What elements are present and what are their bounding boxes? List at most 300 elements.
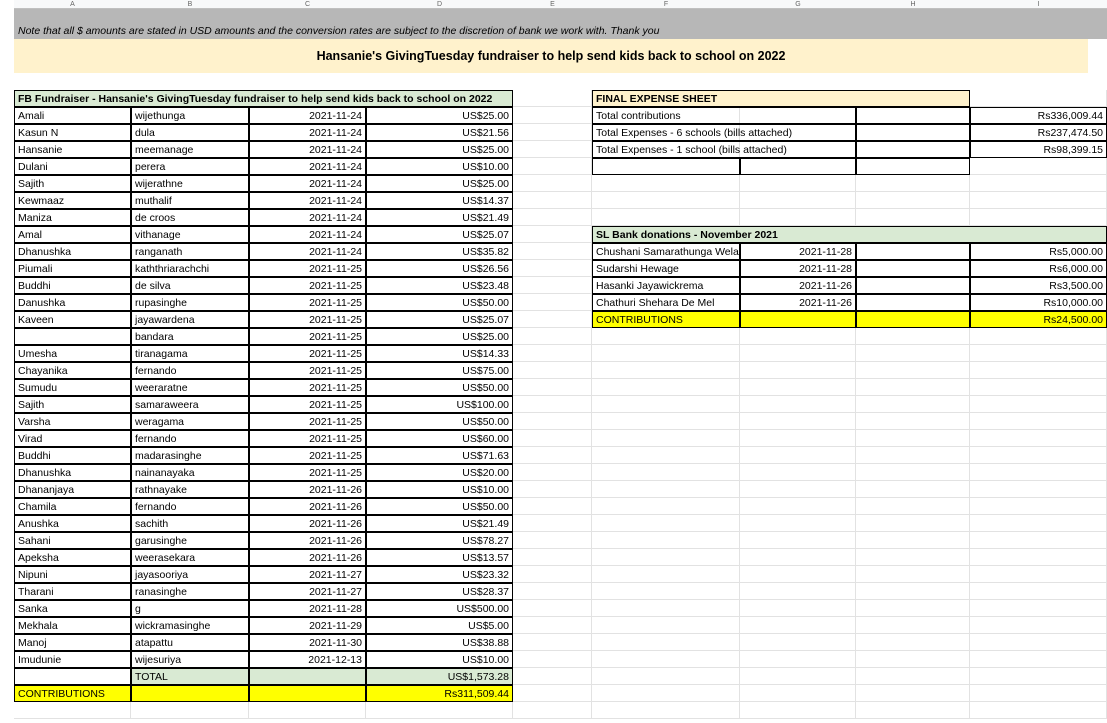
fb-first-name[interactable]: Buddhi xyxy=(14,447,131,464)
empty-cell[interactable] xyxy=(592,600,740,617)
row-header[interactable] xyxy=(0,532,14,549)
row-header[interactable] xyxy=(0,328,14,345)
fb-first-name[interactable]: Chamila xyxy=(14,498,131,515)
fb-date[interactable]: 2021-11-25 xyxy=(249,447,366,464)
sl-amount[interactable]: Rs6,000.00 xyxy=(970,260,1107,277)
empty-cell[interactable] xyxy=(970,634,1107,651)
sl-contrib-blank[interactable] xyxy=(740,311,856,328)
fb-first-name[interactable]: Buddhi xyxy=(14,277,131,294)
fb-date[interactable]: 2021-11-25 xyxy=(249,277,366,294)
sl-donor[interactable]: Chathuri Shehara De Mel xyxy=(592,294,740,311)
row-header[interactable] xyxy=(0,413,14,430)
fb-last-name[interactable]: bandara xyxy=(131,328,249,345)
empty-cell[interactable] xyxy=(740,515,856,532)
fb-first-name[interactable] xyxy=(14,328,131,345)
fb-date[interactable]: 2021-11-25 xyxy=(249,464,366,481)
sl-donor[interactable]: Chushani Samarathunga Wela xyxy=(592,243,740,260)
empty-cell[interactable] xyxy=(592,413,740,430)
fb-amount[interactable]: US$500.00 xyxy=(366,600,513,617)
empty-cell[interactable] xyxy=(740,192,856,209)
empty-cell[interactable] xyxy=(592,668,740,685)
empty-cell[interactable] xyxy=(856,464,970,481)
row-header[interactable] xyxy=(0,379,14,396)
fb-total-blank[interactable] xyxy=(249,668,366,685)
fb-last-name[interactable]: fernando xyxy=(131,498,249,515)
fb-date[interactable]: 2021-11-24 xyxy=(249,124,366,141)
fb-amount[interactable]: US$20.00 xyxy=(366,464,513,481)
sl-amount[interactable]: Rs3,500.00 xyxy=(970,277,1107,294)
empty-cell[interactable] xyxy=(740,651,856,668)
empty-cell[interactable] xyxy=(740,209,856,226)
row-header[interactable] xyxy=(0,277,14,294)
fb-date[interactable]: 2021-11-26 xyxy=(249,515,366,532)
row-header[interactable] xyxy=(0,600,14,617)
expense-label[interactable]: Total contributions xyxy=(592,107,856,124)
column-header-h[interactable]: H xyxy=(856,0,970,9)
fb-date[interactable]: 2021-11-29 xyxy=(249,617,366,634)
empty-cell[interactable] xyxy=(856,668,970,685)
fb-first-name[interactable]: Maniza xyxy=(14,209,131,226)
empty-cell[interactable] xyxy=(970,464,1107,481)
empty-cell[interactable] xyxy=(856,209,970,226)
sl-donor[interactable]: Sudarshi Hewage xyxy=(592,260,740,277)
fb-first-name[interactable]: Amal xyxy=(14,226,131,243)
row-header[interactable] xyxy=(0,192,14,209)
empty-cell[interactable] xyxy=(856,634,970,651)
fb-date[interactable]: 2021-11-25 xyxy=(249,413,366,430)
empty-cell[interactable] xyxy=(513,413,592,430)
fb-first-name[interactable]: Amali xyxy=(14,107,131,124)
empty-cell[interactable] xyxy=(740,617,856,634)
sl-blank[interactable] xyxy=(856,260,970,277)
empty-cell[interactable] xyxy=(513,532,592,549)
empty-cell[interactable] xyxy=(592,328,740,345)
empty-cell[interactable] xyxy=(740,481,856,498)
empty-cell[interactable] xyxy=(970,345,1107,362)
fb-amount[interactable]: US$21.56 xyxy=(366,124,513,141)
empty-cell[interactable] xyxy=(366,702,513,719)
empty-cell[interactable] xyxy=(513,549,592,566)
fb-last-name[interactable]: atapattu xyxy=(131,634,249,651)
fb-last-name[interactable]: jayawardena xyxy=(131,311,249,328)
empty-cell[interactable] xyxy=(513,124,592,141)
fb-amount[interactable]: US$25.00 xyxy=(366,175,513,192)
empty-cell[interactable] xyxy=(740,702,856,719)
fb-last-name[interactable]: jayasooriya xyxy=(131,566,249,583)
expense-label[interactable]: Total Expenses - 1 school (bills attached) xyxy=(592,141,856,158)
fb-date[interactable]: 2021-11-25 xyxy=(249,345,366,362)
fb-amount[interactable]: US$50.00 xyxy=(366,294,513,311)
fb-first-name[interactable]: Sahani xyxy=(14,532,131,549)
fb-last-name[interactable]: weragama xyxy=(131,413,249,430)
empty-cell[interactable] xyxy=(513,90,592,107)
row-header[interactable] xyxy=(0,107,14,124)
empty-cell[interactable] xyxy=(970,158,1107,175)
fb-date[interactable]: 2021-11-24 xyxy=(249,226,366,243)
title-banner[interactable]: Hansanie's GivingTuesday fundraiser to help send kids back to school on 2022 xyxy=(14,39,1088,73)
column-header-d[interactable]: D xyxy=(366,0,513,9)
row-header[interactable] xyxy=(0,617,14,634)
empty-cell[interactable] xyxy=(740,566,856,583)
empty-cell[interactable] xyxy=(740,634,856,651)
row-header[interactable] xyxy=(0,464,14,481)
empty-cell[interactable] xyxy=(856,362,970,379)
fb-date[interactable]: 2021-11-26 xyxy=(249,549,366,566)
row-header[interactable] xyxy=(0,175,14,192)
sl-amount[interactable]: Rs5,000.00 xyxy=(970,243,1107,260)
fb-last-name[interactable]: rathnayake xyxy=(131,481,249,498)
fb-amount[interactable]: US$13.57 xyxy=(366,549,513,566)
empty-cell[interactable] xyxy=(592,175,740,192)
fb-amount[interactable]: US$38.88 xyxy=(366,634,513,651)
empty-cell[interactable] xyxy=(513,617,592,634)
empty-cell[interactable] xyxy=(592,583,740,600)
fb-amount[interactable]: US$26.56 xyxy=(366,260,513,277)
empty-cell[interactable] xyxy=(970,209,1107,226)
expense-value[interactable]: Rs237,474.50 xyxy=(970,124,1107,141)
empty-cell[interactable] xyxy=(970,549,1107,566)
fb-last-name[interactable]: wickramasinghe xyxy=(131,617,249,634)
empty-cell[interactable] xyxy=(970,617,1107,634)
empty-cell[interactable] xyxy=(970,379,1107,396)
empty-cell[interactable] xyxy=(740,362,856,379)
row-header[interactable] xyxy=(0,226,14,243)
sl-date[interactable]: 2021-11-28 xyxy=(740,243,856,260)
fb-first-name[interactable]: Dhanushka xyxy=(14,243,131,260)
empty-cell[interactable] xyxy=(14,702,131,719)
expense-blank[interactable] xyxy=(856,107,970,124)
empty-cell[interactable] xyxy=(592,209,740,226)
empty-cell[interactable] xyxy=(592,566,740,583)
column-header-b[interactable]: B xyxy=(131,0,249,9)
fb-date[interactable]: 2021-11-26 xyxy=(249,481,366,498)
column-header-a[interactable]: A xyxy=(14,0,131,9)
row-header[interactable] xyxy=(0,702,14,719)
fb-contrib-label[interactable]: CONTRIBUTIONS xyxy=(14,685,131,702)
row-header[interactable] xyxy=(0,124,14,141)
fb-contrib-blank[interactable] xyxy=(249,685,366,702)
fb-amount[interactable]: US$14.37 xyxy=(366,192,513,209)
fb-amount[interactable]: US$10.00 xyxy=(366,481,513,498)
fb-first-name[interactable]: Sajith xyxy=(14,175,131,192)
fb-date[interactable]: 2021-12-13 xyxy=(249,651,366,668)
fb-last-name[interactable]: madarasinghe xyxy=(131,447,249,464)
empty-cell[interactable] xyxy=(592,447,740,464)
fb-date[interactable]: 2021-11-25 xyxy=(249,294,366,311)
fb-date[interactable]: 2021-11-27 xyxy=(249,566,366,583)
empty-cell[interactable] xyxy=(592,549,740,566)
fb-first-name[interactable]: Piumali xyxy=(14,260,131,277)
empty-cell[interactable] xyxy=(856,328,970,345)
empty-cell[interactable] xyxy=(513,379,592,396)
empty-cell[interactable] xyxy=(513,192,592,209)
empty-cell[interactable] xyxy=(740,668,856,685)
fb-last-name[interactable]: fernando xyxy=(131,430,249,447)
fb-first-name[interactable]: Kewmaaz xyxy=(14,192,131,209)
sl-contrib-label[interactable]: CONTRIBUTIONS xyxy=(592,311,740,328)
empty-cell[interactable] xyxy=(513,277,592,294)
fb-amount[interactable]: US$78.27 xyxy=(366,532,513,549)
fb-amount[interactable]: US$25.07 xyxy=(366,311,513,328)
column-header-e[interactable]: E xyxy=(513,0,592,9)
fb-first-name[interactable]: Varsha xyxy=(14,413,131,430)
fb-last-name[interactable]: ranasinghe xyxy=(131,583,249,600)
empty-cell[interactable] xyxy=(592,345,740,362)
empty-cell[interactable] xyxy=(513,175,592,192)
fb-amount[interactable]: US$10.00 xyxy=(366,651,513,668)
sl-contrib-blank[interactable] xyxy=(856,311,970,328)
fb-last-name[interactable]: fernando xyxy=(131,362,249,379)
row-header[interactable] xyxy=(0,515,14,532)
fb-contrib-value[interactable]: Rs311,509.44 xyxy=(366,685,513,702)
fb-last-name[interactable]: weerasekara xyxy=(131,549,249,566)
empty-cell[interactable] xyxy=(740,175,856,192)
fb-amount[interactable]: US$25.07 xyxy=(366,226,513,243)
empty-cell[interactable] xyxy=(856,685,970,702)
row-header[interactable] xyxy=(0,498,14,515)
fb-first-name[interactable]: Dhanushka xyxy=(14,464,131,481)
fb-amount[interactable]: US$50.00 xyxy=(366,498,513,515)
empty-cell[interactable] xyxy=(856,702,970,719)
empty-cell[interactable] xyxy=(513,668,592,685)
fb-date[interactable]: 2021-11-30 xyxy=(249,634,366,651)
empty-cell[interactable] xyxy=(513,583,592,600)
empty-cell[interactable] xyxy=(513,158,592,175)
fb-first-name[interactable]: Sajith xyxy=(14,396,131,413)
fb-last-name[interactable]: de silva xyxy=(131,277,249,294)
empty-cell[interactable] xyxy=(856,566,970,583)
fb-amount[interactable]: US$23.32 xyxy=(366,566,513,583)
empty-cell[interactable] xyxy=(592,617,740,634)
sl-date[interactable]: 2021-11-28 xyxy=(740,260,856,277)
fb-amount[interactable]: US$100.00 xyxy=(366,396,513,413)
empty-cell[interactable] xyxy=(513,447,592,464)
empty-cell[interactable] xyxy=(740,379,856,396)
fb-amount[interactable]: US$25.00 xyxy=(366,107,513,124)
fb-date[interactable]: 2021-11-24 xyxy=(249,141,366,158)
empty-cell[interactable] xyxy=(513,685,592,702)
fb-last-name[interactable]: tiranagama xyxy=(131,345,249,362)
fb-first-name[interactable]: Danushka xyxy=(14,294,131,311)
empty-cell[interactable] xyxy=(513,430,592,447)
sl-amount[interactable]: Rs10,000.00 xyxy=(970,294,1107,311)
empty-cell[interactable] xyxy=(513,396,592,413)
row-header[interactable] xyxy=(0,243,14,260)
fb-last-name[interactable]: nainanayaka xyxy=(131,464,249,481)
empty-cell[interactable] xyxy=(513,107,592,124)
row-header[interactable] xyxy=(0,209,14,226)
row-header[interactable] xyxy=(0,362,14,379)
fb-last-name[interactable]: muthalif xyxy=(131,192,249,209)
fb-total-blank[interactable] xyxy=(14,668,131,685)
empty-cell[interactable] xyxy=(513,328,592,345)
fb-last-name[interactable]: garusinghe xyxy=(131,532,249,549)
fb-last-name[interactable]: perera xyxy=(131,158,249,175)
expense-label[interactable]: Total Expenses - 6 schools (bills attached) xyxy=(592,124,856,141)
fb-first-name[interactable]: Sumudu xyxy=(14,379,131,396)
row-header[interactable] xyxy=(0,481,14,498)
fb-last-name[interactable]: rupasinghe xyxy=(131,294,249,311)
empty-cell[interactable] xyxy=(131,702,249,719)
empty-cell[interactable] xyxy=(592,430,740,447)
fb-amount[interactable]: US$35.82 xyxy=(366,243,513,260)
sl-date[interactable]: 2021-11-26 xyxy=(740,277,856,294)
fb-date[interactable]: 2021-11-28 xyxy=(249,600,366,617)
fb-first-name[interactable]: Tharani xyxy=(14,583,131,600)
row-header[interactable] xyxy=(0,90,14,107)
empty-cell[interactable] xyxy=(513,464,592,481)
fb-amount[interactable]: US$21.49 xyxy=(366,209,513,226)
empty-cell[interactable] xyxy=(513,566,592,583)
empty-cell[interactable] xyxy=(592,481,740,498)
fb-first-name[interactable]: Virad xyxy=(14,430,131,447)
empty-cell[interactable] xyxy=(513,243,592,260)
empty-cell[interactable] xyxy=(856,413,970,430)
empty-cell[interactable] xyxy=(740,600,856,617)
fb-last-name[interactable]: kaththriarachchi xyxy=(131,260,249,277)
empty-cell[interactable] xyxy=(970,566,1107,583)
empty-cell[interactable] xyxy=(513,481,592,498)
empty-cell[interactable] xyxy=(970,668,1107,685)
fb-first-name[interactable]: Sanka xyxy=(14,600,131,617)
fb-date[interactable]: 2021-11-25 xyxy=(249,328,366,345)
empty-cell[interactable] xyxy=(592,532,740,549)
empty-cell[interactable] xyxy=(513,498,592,515)
empty-cell[interactable] xyxy=(740,345,856,362)
empty-cell[interactable] xyxy=(513,362,592,379)
fb-amount[interactable]: US$50.00 xyxy=(366,379,513,396)
fb-first-name[interactable]: Anushka xyxy=(14,515,131,532)
empty-cell[interactable] xyxy=(856,192,970,209)
fb-amount[interactable]: US$25.00 xyxy=(366,141,513,158)
empty-cell[interactable] xyxy=(970,430,1107,447)
sl-date[interactable]: 2021-11-26 xyxy=(740,294,856,311)
fb-amount[interactable]: US$14.33 xyxy=(366,345,513,362)
empty-cell[interactable] xyxy=(856,617,970,634)
fb-date[interactable]: 2021-11-24 xyxy=(249,175,366,192)
fb-amount[interactable]: US$25.00 xyxy=(366,328,513,345)
fb-total-value[interactable]: US$1,573.28 xyxy=(366,668,513,685)
fb-date[interactable]: 2021-11-26 xyxy=(249,532,366,549)
fb-date[interactable]: 2021-11-24 xyxy=(249,192,366,209)
empty-cell[interactable] xyxy=(856,481,970,498)
row-header[interactable] xyxy=(0,345,14,362)
empty-cell[interactable] xyxy=(740,685,856,702)
row-header[interactable] xyxy=(0,651,14,668)
empty-cell[interactable] xyxy=(513,345,592,362)
fb-first-name[interactable]: Apeksha xyxy=(14,549,131,566)
expense-blank[interactable] xyxy=(856,141,970,158)
empty-cell[interactable] xyxy=(970,328,1107,345)
expense-value[interactable]: Rs98,399.15 xyxy=(970,141,1107,158)
fb-first-name[interactable]: Mekhala xyxy=(14,617,131,634)
empty-cell[interactable] xyxy=(513,260,592,277)
sl-blank[interactable] xyxy=(856,277,970,294)
row-header[interactable] xyxy=(0,141,14,158)
empty-cell[interactable] xyxy=(970,685,1107,702)
row-header[interactable] xyxy=(0,447,14,464)
column-header-g[interactable]: G xyxy=(740,0,856,9)
empty-cell[interactable] xyxy=(592,362,740,379)
empty-cell[interactable] xyxy=(592,634,740,651)
fb-amount[interactable]: US$75.00 xyxy=(366,362,513,379)
empty-cell[interactable] xyxy=(740,328,856,345)
empty-cell[interactable] xyxy=(740,549,856,566)
empty-cell[interactable] xyxy=(513,226,592,243)
sl-donor[interactable]: Hasanki Jayawickrema xyxy=(592,277,740,294)
column-header-i[interactable]: I xyxy=(970,0,1107,9)
empty-cell[interactable] xyxy=(970,447,1107,464)
expense-blank[interactable] xyxy=(592,158,740,175)
empty-cell[interactable] xyxy=(856,345,970,362)
empty-cell[interactable] xyxy=(856,549,970,566)
empty-cell[interactable] xyxy=(740,447,856,464)
row-header[interactable] xyxy=(0,634,14,651)
empty-cell[interactable] xyxy=(740,464,856,481)
empty-cell[interactable] xyxy=(513,515,592,532)
expense-blank[interactable] xyxy=(740,158,856,175)
expense-blank[interactable] xyxy=(856,158,970,175)
fb-last-name[interactable]: ranganath xyxy=(131,243,249,260)
column-header-c[interactable]: C xyxy=(249,0,366,9)
fb-amount[interactable]: US$71.63 xyxy=(366,447,513,464)
fb-date[interactable]: 2021-11-24 xyxy=(249,107,366,124)
empty-cell[interactable] xyxy=(970,583,1107,600)
empty-cell[interactable] xyxy=(513,651,592,668)
fb-date[interactable]: 2021-11-25 xyxy=(249,430,366,447)
fb-first-name[interactable]: Imudunie xyxy=(14,651,131,668)
fb-last-name[interactable]: dula xyxy=(131,124,249,141)
expense-value[interactable]: Rs336,009.44 xyxy=(970,107,1107,124)
empty-cell[interactable] xyxy=(970,651,1107,668)
row-header[interactable] xyxy=(0,396,14,413)
fb-date[interactable]: 2021-11-25 xyxy=(249,396,366,413)
fb-date[interactable]: 2021-11-25 xyxy=(249,311,366,328)
sl-blank[interactable] xyxy=(856,243,970,260)
fb-date[interactable]: 2021-11-25 xyxy=(249,379,366,396)
fb-first-name[interactable]: Kaveen xyxy=(14,311,131,328)
fb-amount[interactable]: US$28.37 xyxy=(366,583,513,600)
sl-blank[interactable] xyxy=(856,294,970,311)
empty-cell[interactable] xyxy=(970,396,1107,413)
empty-cell[interactable] xyxy=(970,515,1107,532)
row-header[interactable] xyxy=(0,685,14,702)
fb-date[interactable]: 2021-11-27 xyxy=(249,583,366,600)
fb-last-name[interactable]: weeraratne xyxy=(131,379,249,396)
sl-contrib-value[interactable]: Rs24,500.00 xyxy=(970,311,1107,328)
fb-date[interactable]: 2021-11-24 xyxy=(249,209,366,226)
fb-date[interactable]: 2021-11-24 xyxy=(249,158,366,175)
fb-amount[interactable]: US$50.00 xyxy=(366,413,513,430)
row-header[interactable] xyxy=(0,294,14,311)
empty-cell[interactable] xyxy=(249,702,366,719)
empty-cell[interactable] xyxy=(970,413,1107,430)
fb-amount[interactable]: US$10.00 xyxy=(366,158,513,175)
empty-cell[interactable] xyxy=(970,498,1107,515)
fb-header[interactable]: FB Fundraiser - Hansanie's GivingTuesday fundraiser to help send kids back to school on 2022 xyxy=(14,90,513,107)
fb-first-name[interactable]: Manoj xyxy=(14,634,131,651)
empty-cell[interactable] xyxy=(970,362,1107,379)
empty-cell[interactable] xyxy=(970,481,1107,498)
fb-amount[interactable]: US$5.00 xyxy=(366,617,513,634)
fb-amount[interactable]: US$23.48 xyxy=(366,277,513,294)
fb-last-name[interactable]: de croos xyxy=(131,209,249,226)
fb-first-name[interactable]: Dulani xyxy=(14,158,131,175)
empty-cell[interactable] xyxy=(970,175,1107,192)
fb-last-name[interactable]: sachith xyxy=(131,515,249,532)
fb-last-name[interactable]: samaraweera xyxy=(131,396,249,413)
empty-cell[interactable] xyxy=(856,498,970,515)
